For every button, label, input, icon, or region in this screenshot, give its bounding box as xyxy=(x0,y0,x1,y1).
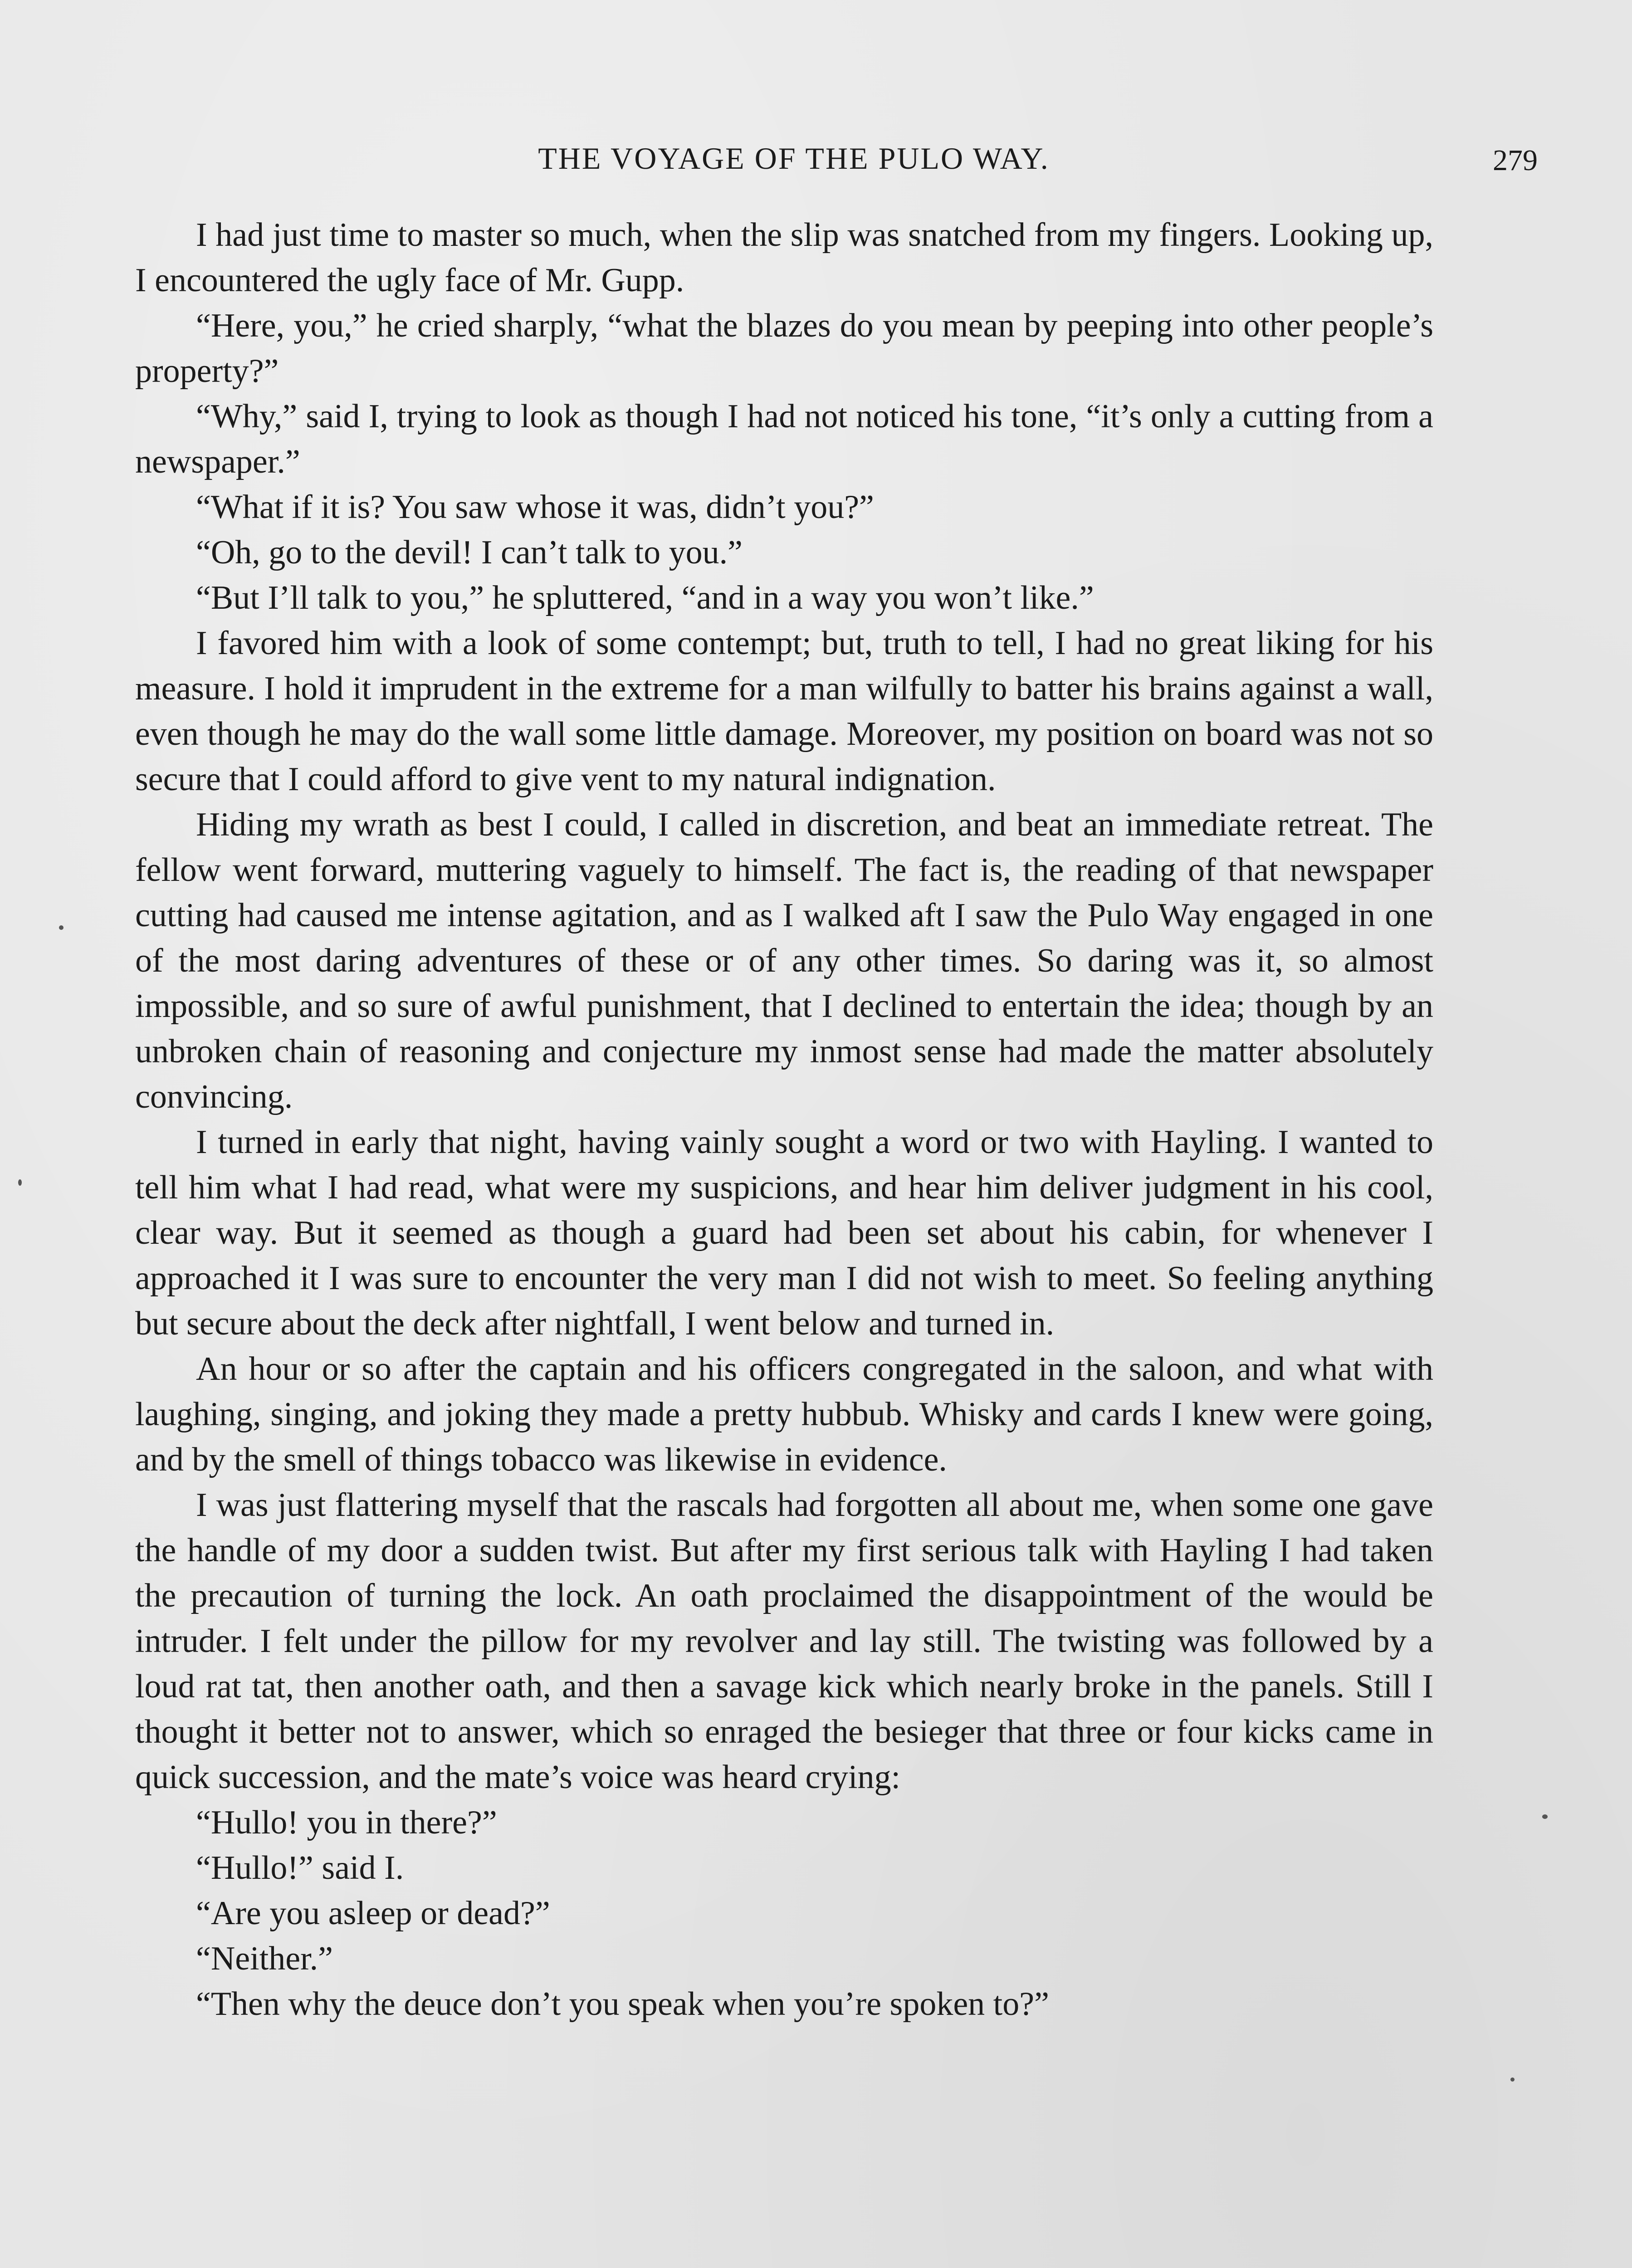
paragraph: An hour or so after the captain and his officers congregated in the saloon, and what with laughing, singing, and joking they made a pretty hubbub. Whisky and cards I knew were going, and by the smell of things tobacco was likewise in evidence. xyxy=(135,1350,1433,1478)
paper-speck xyxy=(18,1179,22,1186)
paper-speck xyxy=(1510,2077,1515,2082)
paragraph: “Why,” said I, trying to look as though I had not noticed his tone, “it’s only a cutting from a newspaper.” xyxy=(135,398,1433,480)
dialogue-line: “What if it is? You saw whose it was, didn’t you?” xyxy=(196,489,874,526)
paragraph: I was just flattering myself that the rascals had forgotten all about me, when some one gave the handle of my door a sudden twist. But after my first serious talk with Hayling I had taken the precaution of turning the lock. An oath proclaimed the disappointment of the would be intruder. I felt under the pillow for my revolver and lay still. The twisting was followed by a loud rat tat, then another oath, and then a savage kick which nearly broke in the panels. Still I thought it better not to answer, which so enraged the besieger that three or four kicks came in quick succession, and the mate’s voice was heard crying: xyxy=(135,1486,1433,1796)
paragraph: I turned in early that night, having vainly sought a word or two with Hayling. I wanted to tell him what I had read, what were my suspicions, and hear him deliver judgment in his cool, clear way. But it seemed as though a guard had been set about his cabin, for whenever I approached it I was sure to encounter the very man I did not wish to meet. So feeling anything but secure about the deck after nightfall, I went below and turned in. xyxy=(135,1124,1433,1342)
dialogue-line: “Oh, go to the devil! I can’t talk to you.” xyxy=(196,534,743,571)
paragraph: “Here, you,” he cried sharply, “what the blazes do you mean by peeping into other people’s property?” xyxy=(135,307,1433,390)
dialogue-line: “Neither.” xyxy=(196,1940,333,1977)
paragraph: I had just time to master so much, when the slip was snatched from my fingers. Looking up, I encountered the ugly face of Mr. Gupp. xyxy=(135,216,1433,299)
dialogue-line: “Hullo!” said I. xyxy=(196,1849,404,1887)
body-text xyxy=(135,212,1433,2027)
dialogue-line: “Are you asleep or dead?” xyxy=(196,1895,550,1932)
dialogue-line: “Then why the deuce don’t you speak when you’re spoken to?” xyxy=(196,1985,1049,2023)
paragraph: I favored him with a look of some contempt; but, truth to tell, I had no great liking for his measure. I hold it imprudent in the extreme for a man wilfully to batter his brains against a wall, even though he may do the wall some little damage. Moreover, my position on board was not so secure that I could afford to give vent to my natural indignation. xyxy=(135,625,1433,798)
paper-speck xyxy=(1542,1814,1548,1819)
page-number: 279 xyxy=(1493,144,1538,177)
dialogue-line: “Hullo! you in there?” xyxy=(196,1804,497,1841)
dialogue-line: “But I’ll talk to you,” he spluttered, “and in a way you won’t like.” xyxy=(196,579,1094,616)
paper-speck xyxy=(59,925,64,930)
page-header xyxy=(136,141,1538,186)
running-title: THE VOYAGE OF THE PULO WAY. xyxy=(538,141,1050,176)
paragraph: Hiding my wrath as best I could, I called in discretion, and beat an immediate retreat. The fellow went forward, muttering vaguely to himself. The fact is, the reading of that newspaper cutting had caused me intense agitation, and as I walked aft I saw the Pulo Way engaged in one of the most daring adventures of these or of any other times. So daring was it, so almost impossible, and so sure of awful punishment, that I declined to entertain the idea; though by an unbroken chain of reasoning and conjecture my inmost sense had made the matter absolutely convincing. xyxy=(135,806,1433,1115)
